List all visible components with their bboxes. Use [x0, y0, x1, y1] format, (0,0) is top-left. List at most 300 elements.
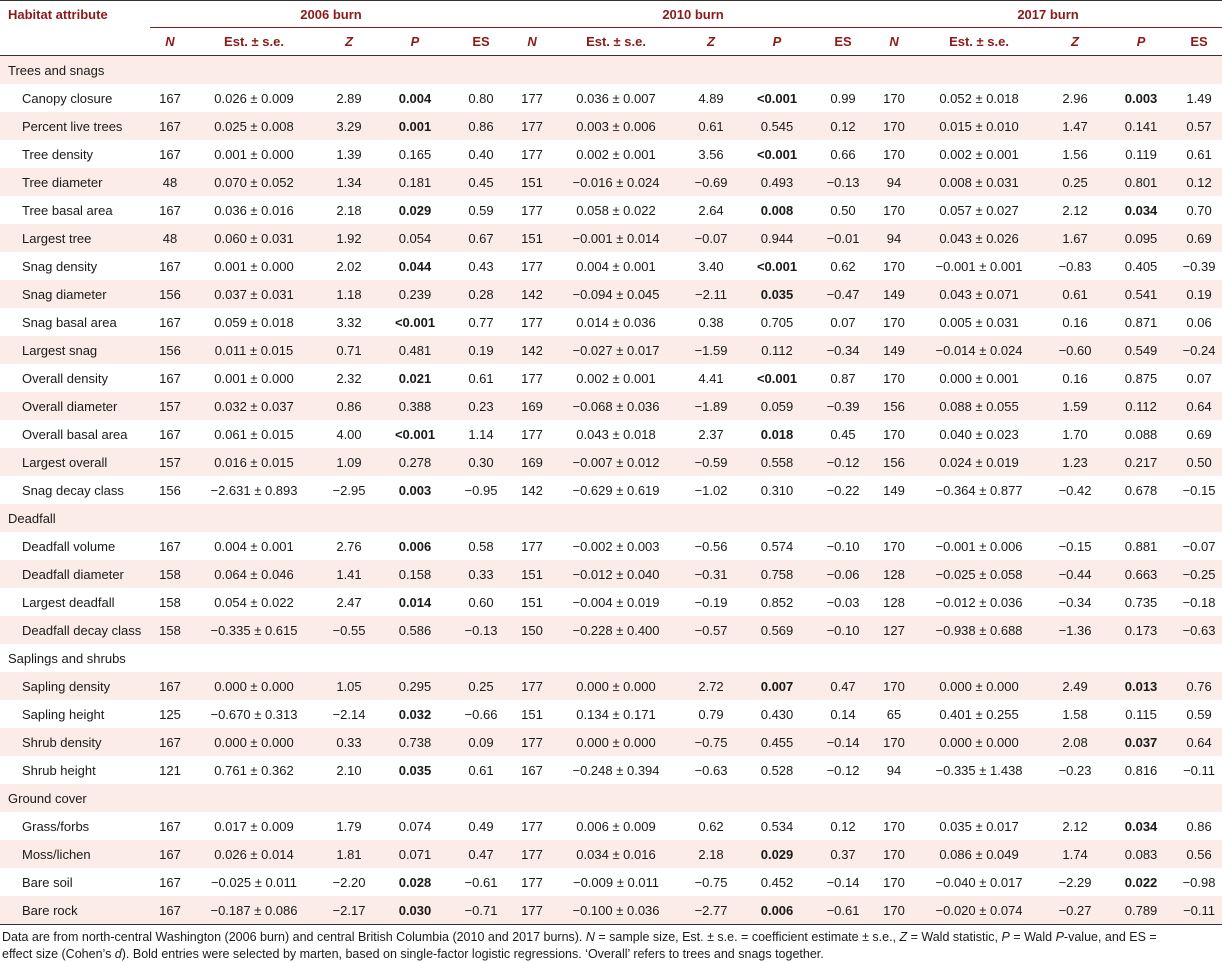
- attribute-name: Overall density: [0, 364, 150, 392]
- cell-z: −0.19: [680, 588, 742, 616]
- burn-header-2017: 2017 burn: [874, 1, 1222, 28]
- cell-z: 4.00: [318, 420, 380, 448]
- cell-p: 0.003: [380, 476, 450, 504]
- attribute-name: Tree diameter: [0, 168, 150, 196]
- cell-est: −0.012 ± 0.036: [914, 588, 1044, 616]
- col-z-header: Z: [680, 28, 742, 56]
- cell-es: −0.39: [812, 392, 874, 420]
- cell-est: 0.001 ± 0.000: [190, 364, 318, 392]
- section-row: [0, 56, 1222, 85]
- table-row: [0, 252, 1222, 280]
- cell-es: 0.64: [1176, 392, 1222, 420]
- cell-est: −0.002 ± 0.003: [552, 532, 680, 560]
- cell-p: 0.030: [380, 896, 450, 925]
- cell-est: 0.052 ± 0.018: [914, 84, 1044, 112]
- table-row: [0, 672, 1222, 700]
- cell-est: 0.037 ± 0.031: [190, 280, 318, 308]
- cell-es: 0.43: [450, 252, 512, 280]
- cell-n: 169: [512, 392, 552, 420]
- cell-p: 0.112: [1106, 392, 1176, 420]
- cell-p: 0.006: [380, 532, 450, 560]
- table-row: [0, 868, 1222, 896]
- footnote-n-symbol: N: [585, 930, 595, 944]
- cell-est: 0.001 ± 0.000: [190, 252, 318, 280]
- cell-es: −0.18: [1176, 588, 1222, 616]
- cell-es: −0.61: [450, 868, 512, 896]
- cell-est: 0.015 ± 0.010: [914, 112, 1044, 140]
- attribute-name: Bare soil: [0, 868, 150, 896]
- cell-n: 149: [874, 280, 914, 308]
- cell-n: 121: [150, 756, 190, 784]
- cell-z: −0.55: [318, 616, 380, 644]
- cell-es: −0.39: [1176, 252, 1222, 280]
- cell-z: −1.02: [680, 476, 742, 504]
- cell-n: 167: [150, 420, 190, 448]
- cell-z: 0.61: [1044, 280, 1106, 308]
- cell-p: 0.059: [742, 392, 812, 420]
- cell-n: 151: [512, 700, 552, 728]
- cell-est: 0.070 ± 0.052: [190, 168, 318, 196]
- cell-p: 0.663: [1106, 560, 1176, 588]
- col-z-header: Z: [318, 28, 380, 56]
- cell-es: 0.69: [1176, 420, 1222, 448]
- cell-z: 1.56: [1044, 140, 1106, 168]
- cell-z: 0.16: [1044, 308, 1106, 336]
- cell-z: 0.25: [1044, 168, 1106, 196]
- cell-p: 0.801: [1106, 168, 1176, 196]
- col-est-header: Est. ± s.e.: [552, 28, 680, 56]
- cell-p: 0.558: [742, 448, 812, 476]
- cell-es: −0.14: [812, 728, 874, 756]
- cell-p: 0.119: [1106, 140, 1176, 168]
- cell-n: 149: [874, 336, 914, 364]
- table-row: [0, 112, 1222, 140]
- cell-est: 0.008 ± 0.031: [914, 168, 1044, 196]
- cell-n: 48: [150, 224, 190, 252]
- cell-es: 0.09: [450, 728, 512, 756]
- table-row: [0, 476, 1222, 504]
- cell-z: 3.29: [318, 112, 380, 140]
- cell-est: 0.000 ± 0.000: [552, 728, 680, 756]
- col-es-header: ES: [812, 28, 874, 56]
- cell-est: −0.670 ± 0.313: [190, 700, 318, 728]
- cell-z: 1.67: [1044, 224, 1106, 252]
- cell-z: 1.09: [318, 448, 380, 476]
- cell-p: 0.173: [1106, 616, 1176, 644]
- cell-es: 0.14: [812, 700, 874, 728]
- attribute-name: Moss/lichen: [0, 840, 150, 868]
- cell-est: 0.061 ± 0.015: [190, 420, 318, 448]
- attribute-name: Bare rock: [0, 896, 150, 925]
- header-row-burns: [0, 1, 1222, 28]
- burn-header-2006: 2006 burn: [150, 1, 512, 28]
- cell-z: −0.56: [680, 532, 742, 560]
- cell-es: 0.45: [450, 168, 512, 196]
- cell-est: −0.040 ± 0.017: [914, 868, 1044, 896]
- cell-est: −2.631 ± 0.893: [190, 476, 318, 504]
- cell-z: 1.34: [318, 168, 380, 196]
- cell-est: 0.002 ± 0.001: [552, 364, 680, 392]
- cell-n: 177: [512, 140, 552, 168]
- cell-n: 177: [512, 672, 552, 700]
- cell-est: 0.002 ± 0.001: [552, 140, 680, 168]
- table-row: [0, 700, 1222, 728]
- cell-est: 0.016 ± 0.015: [190, 448, 318, 476]
- cell-p: 0.239: [380, 280, 450, 308]
- cell-z: 1.59: [1044, 392, 1106, 420]
- cell-est: −0.228 ± 0.400: [552, 616, 680, 644]
- cell-es: 0.87: [812, 364, 874, 392]
- cell-z: 4.89: [680, 84, 742, 112]
- cell-p: 0.035: [380, 756, 450, 784]
- cell-n: 170: [874, 812, 914, 840]
- cell-n: 151: [512, 224, 552, 252]
- cell-z: 1.70: [1044, 420, 1106, 448]
- cell-est: −0.335 ± 0.615: [190, 616, 318, 644]
- cell-es: 0.07: [812, 308, 874, 336]
- attribute-name: Largest deadfall: [0, 588, 150, 616]
- cell-z: 0.61: [680, 112, 742, 140]
- cell-est: −0.187 ± 0.086: [190, 896, 318, 925]
- cell-p: 0.034: [1106, 196, 1176, 224]
- cell-n: 170: [874, 672, 914, 700]
- attribute-header: Habitat attribute: [0, 1, 150, 28]
- cell-est: −0.248 ± 0.394: [552, 756, 680, 784]
- cell-es: 0.47: [812, 672, 874, 700]
- table-row: [0, 420, 1222, 448]
- cell-es: 0.56: [1176, 840, 1222, 868]
- table-row: [0, 364, 1222, 392]
- cell-n: 167: [150, 364, 190, 392]
- cell-p: 0.035: [742, 280, 812, 308]
- cell-n: 128: [874, 588, 914, 616]
- cell-z: 1.74: [1044, 840, 1106, 868]
- cell-n: 177: [512, 364, 552, 392]
- cell-p: 0.029: [742, 840, 812, 868]
- cell-z: −0.27: [1044, 896, 1106, 925]
- cell-es: −0.06: [812, 560, 874, 588]
- attribute-name: Snag decay class: [0, 476, 150, 504]
- cell-n: 167: [150, 812, 190, 840]
- cell-es: −0.10: [812, 532, 874, 560]
- cell-es: 0.19: [1176, 280, 1222, 308]
- cell-p: 0.678: [1106, 476, 1176, 504]
- cell-z: −2.20: [318, 868, 380, 896]
- cell-p: 0.112: [742, 336, 812, 364]
- cell-p: 0.115: [1106, 700, 1176, 728]
- cell-p: 0.006: [742, 896, 812, 925]
- attribute-name: Snag diameter: [0, 280, 150, 308]
- cell-est: 0.064 ± 0.046: [190, 560, 318, 588]
- cell-est: −0.016 ± 0.024: [552, 168, 680, 196]
- cell-z: 1.79: [318, 812, 380, 840]
- table-row: [0, 588, 1222, 616]
- cell-es: 0.19: [450, 336, 512, 364]
- cell-z: 3.40: [680, 252, 742, 280]
- cell-es: 0.12: [812, 812, 874, 840]
- cell-est: 0.000 ± 0.000: [190, 728, 318, 756]
- cell-n: 94: [874, 168, 914, 196]
- cell-z: −0.57: [680, 616, 742, 644]
- footnote-p-symbol: P: [1001, 930, 1010, 944]
- cell-p: 0.029: [380, 196, 450, 224]
- cell-z: −0.34: [1044, 588, 1106, 616]
- table-row: [0, 896, 1222, 925]
- cell-n: 158: [150, 560, 190, 588]
- cell-z: 2.02: [318, 252, 380, 280]
- footnote-text: = Wald statistic,: [907, 930, 1002, 944]
- cell-p: <0.001: [742, 140, 812, 168]
- cell-es: −0.22: [812, 476, 874, 504]
- cell-n: 170: [874, 84, 914, 112]
- cell-est: −0.007 ± 0.012: [552, 448, 680, 476]
- cell-est: −0.001 ± 0.001: [914, 252, 1044, 280]
- cell-p: 0.018: [742, 420, 812, 448]
- cell-n: 170: [874, 728, 914, 756]
- cell-z: 2.37: [680, 420, 742, 448]
- col-p-header: P: [380, 28, 450, 56]
- cell-es: −0.61: [812, 896, 874, 925]
- cell-es: 0.58: [450, 532, 512, 560]
- cell-es: 0.50: [1176, 448, 1222, 476]
- cell-p: <0.001: [380, 308, 450, 336]
- cell-est: 0.001 ± 0.000: [190, 140, 318, 168]
- cell-p: 0.758: [742, 560, 812, 588]
- cell-p: 0.528: [742, 756, 812, 784]
- attribute-name: Largest snag: [0, 336, 150, 364]
- cell-est: 0.026 ± 0.014: [190, 840, 318, 868]
- cell-p: 0.013: [1106, 672, 1176, 700]
- cell-es: 0.50: [812, 196, 874, 224]
- cell-est: −0.001 ± 0.006: [914, 532, 1044, 560]
- cell-p: 0.141: [1106, 112, 1176, 140]
- cell-est: 0.014 ± 0.036: [552, 308, 680, 336]
- section-row: [0, 784, 1222, 812]
- cell-p: 0.278: [380, 448, 450, 476]
- cell-n: 167: [150, 728, 190, 756]
- cell-es: −0.13: [812, 168, 874, 196]
- col-z-header: Z: [1044, 28, 1106, 56]
- cell-n: 94: [874, 756, 914, 784]
- cell-p: 0.310: [742, 476, 812, 504]
- cell-es: 0.25: [450, 672, 512, 700]
- attribute-name: Snag basal area: [0, 308, 150, 336]
- cell-est: −0.335 ± 1.438: [914, 756, 1044, 784]
- attribute-name: Tree basal area: [0, 196, 150, 224]
- cell-es: 0.61: [1176, 140, 1222, 168]
- cell-z: −0.69: [680, 168, 742, 196]
- cell-n: 167: [150, 840, 190, 868]
- cell-est: 0.034 ± 0.016: [552, 840, 680, 868]
- cell-z: 1.58: [1044, 700, 1106, 728]
- col-est-header: Est. ± s.e.: [914, 28, 1044, 56]
- cell-n: 157: [150, 392, 190, 420]
- cell-z: −2.29: [1044, 868, 1106, 896]
- cell-p: 0.549: [1106, 336, 1176, 364]
- footnote-text: Data are from north-central Washington (2006 burn) and central British Columbia (2010 and 2017 burns).: [2, 930, 586, 944]
- cell-z: 0.86: [318, 392, 380, 420]
- cell-z: −2.14: [318, 700, 380, 728]
- cell-est: 0.000 ± 0.000: [552, 672, 680, 700]
- cell-p: 0.871: [1106, 308, 1176, 336]
- cell-n: 48: [150, 168, 190, 196]
- footnote-text: ). Bold entries were selected by marten, based on single-factor logistic regressions. ‘Overall’ refers to trees and snags together.: [121, 947, 824, 961]
- cell-p: 0.430: [742, 700, 812, 728]
- cell-n: 170: [874, 112, 914, 140]
- cell-z: −1.59: [680, 336, 742, 364]
- cell-z: 0.62: [680, 812, 742, 840]
- cell-est: 0.035 ± 0.017: [914, 812, 1044, 840]
- cell-es: 0.37: [812, 840, 874, 868]
- cell-z: −0.42: [1044, 476, 1106, 504]
- table-row: [0, 728, 1222, 756]
- cell-p: 0.405: [1106, 252, 1176, 280]
- cell-p: 0.095: [1106, 224, 1176, 252]
- cell-z: −0.63: [680, 756, 742, 784]
- cell-est: 0.032 ± 0.037: [190, 392, 318, 420]
- section-label: Saplings and shrubs: [0, 644, 1222, 672]
- cell-z: −1.36: [1044, 616, 1106, 644]
- cell-es: 0.45: [812, 420, 874, 448]
- col-es-header: ES: [450, 28, 512, 56]
- cell-p: 0.003: [1106, 84, 1176, 112]
- cell-n: 167: [150, 868, 190, 896]
- cell-p: 0.034: [1106, 812, 1176, 840]
- cell-es: −0.03: [812, 588, 874, 616]
- cell-z: −0.44: [1044, 560, 1106, 588]
- cell-p: 0.217: [1106, 448, 1176, 476]
- col-n-header: N: [150, 28, 190, 56]
- cell-p: 0.295: [380, 672, 450, 700]
- cell-est: −0.364 ± 0.877: [914, 476, 1044, 504]
- cell-p: 0.789: [1106, 896, 1176, 925]
- cell-est: −0.027 ± 0.017: [552, 336, 680, 364]
- cell-n: 157: [150, 448, 190, 476]
- cell-es: 0.60: [450, 588, 512, 616]
- cell-n: 151: [512, 168, 552, 196]
- cell-p: 0.944: [742, 224, 812, 252]
- cell-p: 0.735: [1106, 588, 1176, 616]
- cell-n: 167: [150, 252, 190, 280]
- cell-est: 0.043 ± 0.018: [552, 420, 680, 448]
- cell-est: 0.043 ± 0.071: [914, 280, 1044, 308]
- table-body: [0, 56, 1222, 925]
- footnote-text: -value, and ES = effect size (Cohen’s: [2, 930, 1157, 961]
- cell-est: 0.761 ± 0.362: [190, 756, 318, 784]
- section-row: [0, 504, 1222, 532]
- cell-n: 158: [150, 616, 190, 644]
- cell-es: 0.80: [450, 84, 512, 112]
- cell-n: 167: [150, 308, 190, 336]
- cell-p: 0.021: [380, 364, 450, 392]
- cell-p: 0.022: [1106, 868, 1176, 896]
- cell-p: 0.574: [742, 532, 812, 560]
- cell-p: <0.001: [742, 364, 812, 392]
- cell-p: 0.705: [742, 308, 812, 336]
- cell-es: 0.62: [812, 252, 874, 280]
- cell-z: 3.56: [680, 140, 742, 168]
- footnote-text: = sample size, Est. ± s.e. = coefficient estimate ± s.e.,: [594, 930, 900, 944]
- cell-est: 0.011 ± 0.015: [190, 336, 318, 364]
- cell-est: 0.000 ± 0.000: [190, 672, 318, 700]
- table-row: [0, 616, 1222, 644]
- cell-z: 1.23: [1044, 448, 1106, 476]
- cell-z: 0.38: [680, 308, 742, 336]
- cell-est: −0.020 ± 0.074: [914, 896, 1044, 925]
- cell-n: 169: [512, 448, 552, 476]
- cell-p: 0.037: [1106, 728, 1176, 756]
- attribute-name: Largest overall: [0, 448, 150, 476]
- cell-p: 0.569: [742, 616, 812, 644]
- cell-z: 2.18: [318, 196, 380, 224]
- cell-est: 0.088 ± 0.055: [914, 392, 1044, 420]
- cell-est: −0.025 ± 0.011: [190, 868, 318, 896]
- attribute-name: Largest tree: [0, 224, 150, 252]
- cell-es: −0.12: [812, 756, 874, 784]
- cell-es: −0.66: [450, 700, 512, 728]
- cell-es: 0.40: [450, 140, 512, 168]
- cell-n: 170: [874, 532, 914, 560]
- cell-z: 2.64: [680, 196, 742, 224]
- cell-z: 2.72: [680, 672, 742, 700]
- cell-es: −0.98: [1176, 868, 1222, 896]
- cell-z: −0.07: [680, 224, 742, 252]
- table-row: [0, 280, 1222, 308]
- col-p-header: P: [742, 28, 812, 56]
- cell-p: 0.181: [380, 168, 450, 196]
- cell-n: 128: [874, 560, 914, 588]
- cell-es: 0.06: [1176, 308, 1222, 336]
- table-row: [0, 140, 1222, 168]
- cell-n: 170: [874, 308, 914, 336]
- cell-est: 0.024 ± 0.019: [914, 448, 1044, 476]
- cell-est: −0.001 ± 0.014: [552, 224, 680, 252]
- cell-n: 170: [874, 896, 914, 925]
- cell-p: 0.032: [380, 700, 450, 728]
- attribute-name: Shrub height: [0, 756, 150, 784]
- cell-es: 0.59: [1176, 700, 1222, 728]
- cell-z: 0.16: [1044, 364, 1106, 392]
- cell-z: 1.47: [1044, 112, 1106, 140]
- table-row: [0, 560, 1222, 588]
- cell-n: 167: [150, 896, 190, 925]
- cell-es: 0.57: [1176, 112, 1222, 140]
- cell-es: −0.11: [1176, 896, 1222, 925]
- col-es-header: ES: [1176, 28, 1222, 56]
- cell-n: 177: [512, 840, 552, 868]
- cell-est: 0.401 ± 0.255: [914, 700, 1044, 728]
- cell-es: 0.77: [450, 308, 512, 336]
- header-row-stats: [0, 28, 1222, 56]
- cell-es: 0.07: [1176, 364, 1222, 392]
- cell-n: 94: [874, 224, 914, 252]
- cell-z: 2.12: [1044, 812, 1106, 840]
- cell-es: −0.71: [450, 896, 512, 925]
- attribute-name: Percent live trees: [0, 112, 150, 140]
- attribute-name: Snag density: [0, 252, 150, 280]
- cell-es: −0.12: [812, 448, 874, 476]
- cell-est: −0.100 ± 0.036: [552, 896, 680, 925]
- cell-n: 177: [512, 252, 552, 280]
- attribute-name: Overall basal area: [0, 420, 150, 448]
- table-row: [0, 840, 1222, 868]
- cell-es: −0.07: [1176, 532, 1222, 560]
- cell-es: 0.30: [450, 448, 512, 476]
- cell-n: 151: [512, 560, 552, 588]
- cell-n: 177: [512, 728, 552, 756]
- cell-n: 177: [512, 112, 552, 140]
- cell-est: 0.025 ± 0.008: [190, 112, 318, 140]
